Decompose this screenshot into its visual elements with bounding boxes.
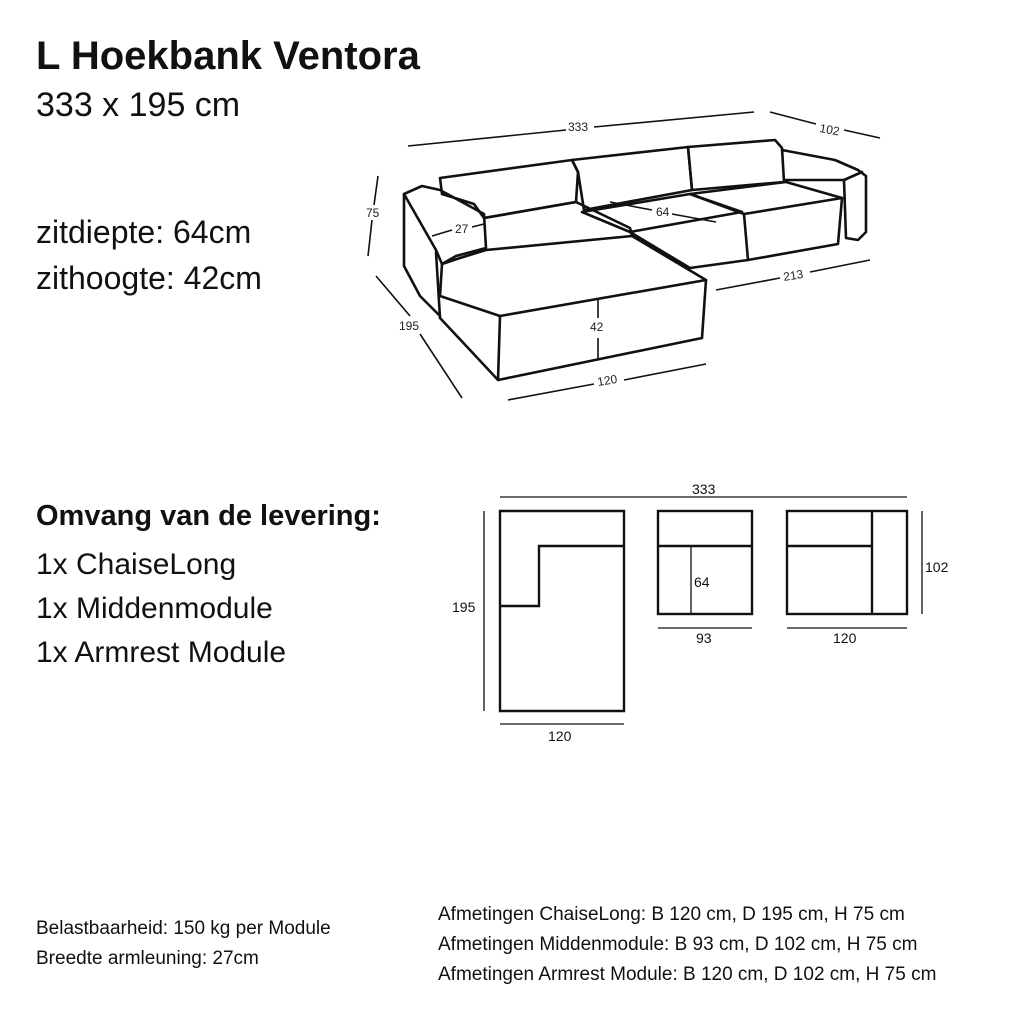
plan-label-middle-width: 93	[696, 630, 712, 646]
plan-label-chaise-depth: 195	[452, 599, 476, 615]
page-title: L Hoekbank Ventora	[36, 34, 420, 78]
plan-modules	[500, 511, 907, 711]
load-capacity-note: Belastbaarheid: 150 kg per Module	[36, 918, 331, 939]
dim-label-arm-width: 27	[455, 222, 469, 236]
plan-label-total: 333	[692, 481, 716, 497]
seat-height-spec: zithoogte: 42cm	[36, 260, 262, 296]
chaiselong-dimensions-note: Afmetingen ChaiseLong: B 120 cm, D 195 cm, H 75 cm	[438, 904, 905, 925]
dim-label-total-width: 333	[568, 120, 589, 134]
plan-label-chaise-width: 120	[548, 728, 572, 744]
chaise-module-outline	[500, 511, 624, 711]
middle-module-outline	[658, 511, 752, 614]
plan-dimension-labels	[452, 481, 949, 744]
dim-label-seat-height: 42	[590, 320, 604, 334]
dim-label-back-width: 213	[782, 267, 805, 284]
dim-label-seat-depth: 64	[656, 205, 670, 219]
middenmodule-dimensions-note: Afmetingen Middenmodule: B 93 cm, D 102 cm, H 75 cm	[438, 934, 918, 955]
plan-label-middle-seat: 64	[694, 574, 710, 590]
dim-label-height: 75	[366, 206, 380, 220]
armrest-width-note: Breedte armleuning: 27cm	[36, 948, 259, 969]
armrest-module-outline	[787, 511, 907, 614]
plan-dimension-lines	[484, 497, 922, 724]
seat-depth-spec: zitdiepte: 64cm	[36, 214, 252, 250]
chaise-backrest-line	[500, 546, 624, 606]
delivery-scope-title: Omvang van de levering:	[36, 500, 381, 532]
plan-label-module-depth: 102	[925, 559, 949, 575]
plan-label-armrest-width: 120	[833, 630, 857, 646]
dim-label-depth: 195	[399, 319, 420, 333]
armrest-module-dimensions-note: Afmetingen Armrest Module: B 120 cm, D 102 cm, H 75 cm	[438, 964, 937, 985]
dim-label-chaise-width: 120	[596, 372, 619, 389]
dim-label-arm-depth: 102	[818, 121, 841, 139]
page-subtitle: 333 x 195 cm	[36, 86, 241, 124]
scope-item-chaiselong: 1x ChaiseLong	[36, 548, 237, 581]
scope-item-middenmodule: 1x Middenmodule	[36, 592, 273, 625]
scope-item-armrest-module: 1x Armrest Module	[36, 636, 287, 669]
